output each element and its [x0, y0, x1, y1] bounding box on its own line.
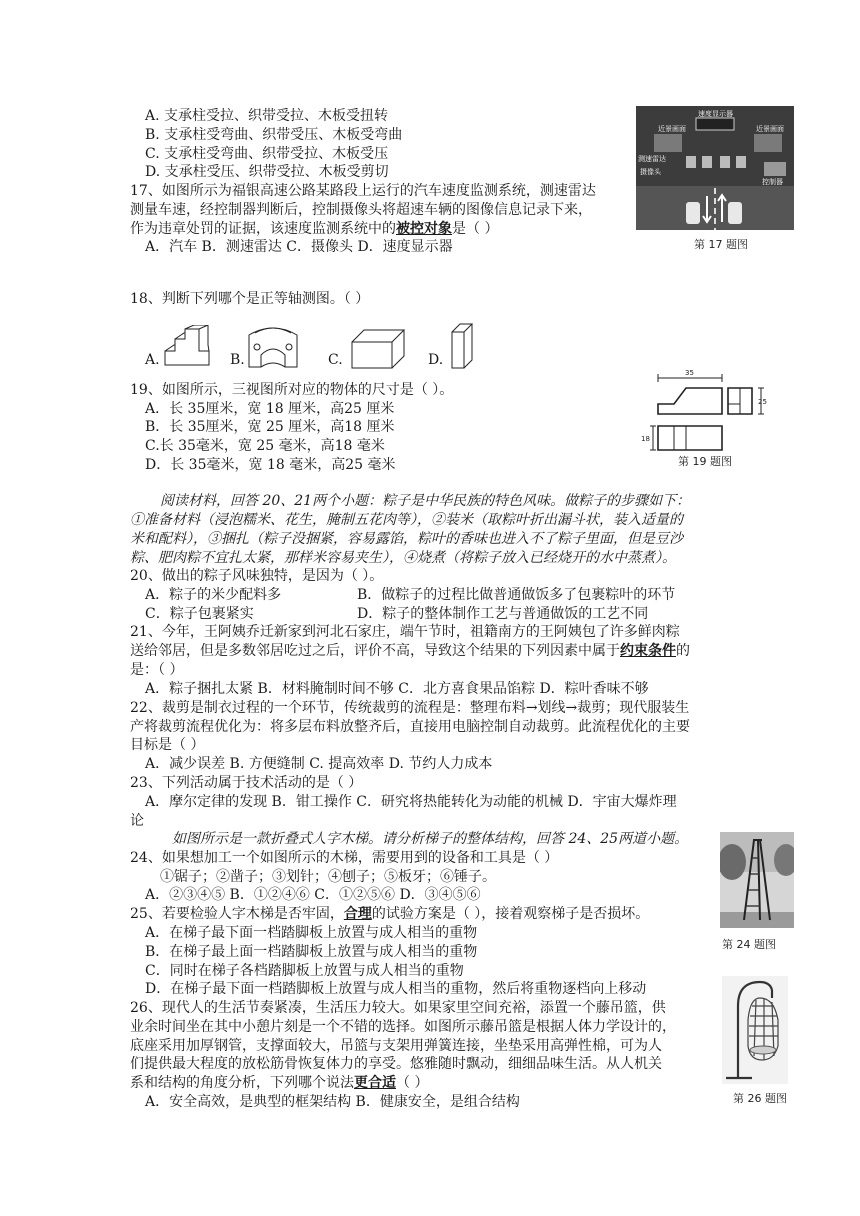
q17-figure	[636, 106, 794, 230]
q18-label-b: B.	[230, 352, 245, 368]
q17-line1: 17、如图所示为福银高速公路某路段上运行的汽车速度监测系统，测速雷达	[130, 183, 596, 199]
q17-label-controller: 控制器	[762, 178, 783, 186]
q26-line5-post: （ ）	[396, 1075, 429, 1091]
q19-stem: 19、如图所示，三视图所对应的物体的尺寸是（ ）。	[130, 382, 454, 398]
q21-line2-post: 的	[676, 643, 690, 659]
q24-caption: 第 24 题图	[722, 938, 776, 951]
reading-line2: ①准备材料（浸泡糯米、花生，腌制五花肉等），②装米（取粽叶折出漏斗状，装入适量的	[130, 512, 683, 528]
q18-figure-a	[162, 325, 212, 370]
q17-emphasis: 被控对象	[396, 221, 452, 237]
q22-line2: 产将裁剪流程优化为：将多层布料放整齐后，直接用电脑控制自动裁剪。此流程优化的主要	[130, 719, 690, 735]
reading-line4: 粽、肥肉粽不宜扎太紧，那样米容易夹生），④烧煮（将粽子放入已经烧开的水中蒸煮）。	[130, 550, 676, 566]
q17-caption: 第 17 题图	[694, 238, 748, 251]
q25-option-d: D．在梯子最下面一档踏脚板上放置与成人相当的重物，然后将重物逐档向上移动	[145, 981, 647, 997]
reading-line1: 阅读材料，回答 20、21两个小题：粽子是中华民族的特色风味。做粽子的步骤如下：	[160, 493, 691, 509]
q25-option-c: C．同时在梯子各档踏脚板上放置与成人相当的重物	[145, 963, 464, 979]
q26-line5	[130, 1074, 428, 1093]
q26-line1: 26、现代人的生活节奏紧凑，生活压力较大。如果家里空间充裕，添置一个藤吊篮，供	[130, 1000, 666, 1016]
q19-caption: 第 19 题图	[678, 455, 732, 468]
q25-option-b: B．在梯子最上面一档踏脚板上放置与成人相当的重物	[145, 944, 478, 960]
q17-line3-post: 是（ ）	[452, 221, 499, 237]
q21-line3: 是：（ ）	[130, 662, 184, 678]
q22-line3: 目标是（ ）	[130, 737, 205, 753]
intro-24-25: 如图所示是一款折叠式人字木梯。请分析梯子的整体结构，回答 24、25两道小题。	[172, 831, 689, 847]
q21-line2	[130, 642, 690, 661]
q17-label-camera: 摄像头	[640, 168, 661, 176]
q26-line2: 业余时间坐在其中小憩片刻是一个不错的选择。如图所示藤吊篮是根据人体力学设计的，	[130, 1019, 676, 1035]
q23-options-cont: 论	[130, 813, 144, 829]
q19-dim-height: 25	[758, 398, 767, 406]
q18-figure-c	[350, 328, 406, 370]
q17-label-display: 速度显示器	[698, 110, 733, 118]
q25-stem-post: 的试验方案是（ ），接着观察梯子是否损坏。	[371, 906, 650, 922]
q24-stem: 24、如果想加工一个如图所示的木梯，需要用到的设备和工具是（ ）	[130, 850, 559, 866]
q21-emphasis: 约束条件	[620, 643, 676, 659]
q25-stem-pre: 25、若要检验人字木梯是否牢固，	[130, 906, 344, 922]
q19-option-d: D．长 35毫米，宽 18 毫米，高25 毫米	[145, 457, 396, 473]
q26-options: A．安全高效，是典型的框架结构 B．健康安全，是组合结构	[145, 1094, 520, 1110]
q16-option-d: D. 支承柱受压、织带受拉、木板受剪切	[145, 164, 389, 180]
q24-options: A．②③④⑤ B．①②④⑥ C．①②⑤⑥ D．③④⑤⑥	[145, 887, 481, 903]
q18-label-d: D.	[428, 352, 444, 368]
q19-option-a: A．长 35厘米，宽 18 厘米，高25 厘米	[145, 401, 395, 417]
q17-line3	[130, 220, 498, 239]
q17-line2: 测量车速，经控制器判断后，控制摄像头将超速车辆的图像信息记录下来，	[130, 202, 592, 218]
q24-ladder-figure	[720, 832, 794, 928]
q21-options: A．粽子捆扎太紧 B．材料腌制时间不够 C．北方喜食果品馅粽 D．粽叶香味不够	[145, 681, 649, 697]
q21-line1: 21、今年，王阿姨乔迁新家到河北石家庄，端午节时，祖籍南方的王阿姨包了许多鲜肉粽	[130, 624, 680, 640]
q17-label-near1: 近景画面	[658, 125, 686, 133]
q19-dim-width: 18	[641, 435, 650, 443]
q17-options: A．汽车 B．测速雷达 C．摄像头 D．速度显示器	[145, 239, 453, 255]
q19-dim-length: 35	[685, 369, 694, 377]
q19-three-view-figure	[640, 366, 770, 456]
q25-stem	[130, 905, 649, 924]
q18-figure-d	[448, 322, 476, 370]
q16-option-a: A. 支承柱受拉、织带受拉、木板受扭转	[145, 108, 389, 124]
q26-line3: 底座采用加厚钢管，支撑面较大，吊篮与支架用弹簧连接，坐垫采用高弹性棉，可为人	[130, 1038, 662, 1054]
q18-label-a: A.	[145, 352, 160, 368]
q20-option-d: D．粽子的整体制作工艺与普通做饭的工艺不同	[357, 606, 649, 622]
q19-option-b: B．长 35厘米，宽 25 厘米，高18 厘米	[145, 419, 395, 435]
q26-emphasis: 更合适	[354, 1075, 396, 1091]
q25-option-a: A．在梯子最下面一档踏脚板上放置与成人相当的重物	[145, 925, 478, 941]
q22-options: A．减少误差 B. 方便缝制 C. 提高效率 D. 节约人力成本	[145, 756, 493, 772]
q20-option-b: B．做粽子的过程比做普通做饭多了包裹粽叶的环节	[357, 587, 676, 603]
reading-line3: 米和配料），③捆扎（粽子没捆紧，容易露馅，粽叶的香味也进入不了粽子里面，但是豆沙	[130, 531, 683, 547]
q16-option-b: B. 支承柱受弯曲、织带受压、木板受弯曲	[145, 127, 403, 143]
q18-stem: 18、判断下列哪个是正等轴测图。（ ）	[130, 291, 370, 307]
q20-option-a: A．粽子的米少配料多	[145, 587, 282, 603]
q23-stem: 23、下列活动属于技术活动的是（ ）	[130, 775, 363, 791]
q26-caption: 第 26 题图	[733, 1092, 787, 1105]
q23-options: A．摩尔定律的发现 B．钳工操作 C．研究将热能转化为动能的机械 D．宇宙大爆炸理	[145, 794, 677, 810]
q26-chair-figure	[722, 976, 788, 1084]
q22-line1: 22、裁剪是制衣过程的一个环节，传统裁剪的流程是：整理布料→划线→裁剪；现代服装生	[130, 700, 690, 716]
q26-line4: 们提供最大程度的放松筋骨恢复体力的享受。悠雅随时飘动，细细品味生活。从人机关	[130, 1056, 662, 1072]
q19-option-c: C.长 35毫米，宽 25 毫米，高18 毫米	[145, 438, 385, 454]
q18-figure-b	[245, 325, 301, 370]
q18-label-c: C.	[328, 352, 343, 368]
q17-line3-pre: 作为违章处罚的证据，该速度监测系统中的	[130, 221, 396, 237]
q26-line5-pre: 系和结构的角度分析，下列哪个说法	[130, 1075, 354, 1091]
q20-option-c: C．粽子包裹紧实	[145, 606, 254, 622]
q16-option-c: C. 支承柱受弯曲、织带受拉、木板受压	[145, 146, 389, 162]
q25-emphasis: 合理	[343, 906, 372, 922]
q24-items: ①锯子；②凿子；③划针；④刨子；⑤板牙；⑥锤子。	[160, 869, 496, 885]
q17-label-radar: 测速雷达	[638, 155, 666, 163]
q17-label-near2: 近景画面	[756, 125, 784, 133]
q20-stem: 20、做出的粽子风味独特，是因为（ ）。	[130, 568, 384, 584]
q21-line2-pre: 送给邻居，但是多数邻居吃过之后，评价不高，导致这个结果的下列因素中属于	[130, 643, 620, 659]
